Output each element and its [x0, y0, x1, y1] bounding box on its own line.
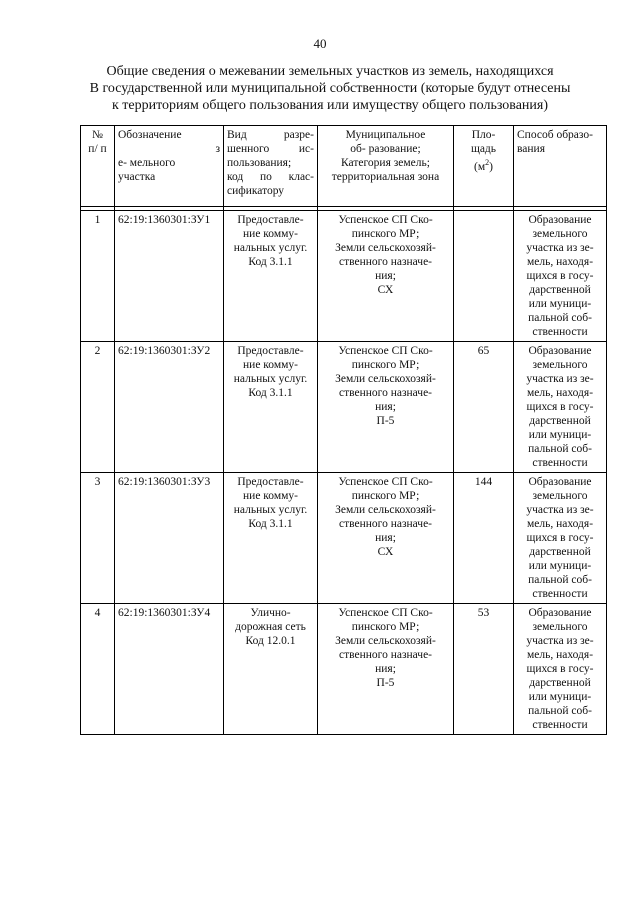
formation-method-cell [514, 342, 607, 473]
method-line: или муници- [528, 429, 592, 441]
table-header-row [81, 126, 607, 207]
header-area [454, 126, 514, 207]
municipal-line: ственного назначе- [338, 649, 433, 661]
municipal-line: пинского МР; [351, 228, 420, 240]
header-municipal [318, 126, 454, 207]
municipal-line: Земли сельскохозяй- [335, 373, 436, 385]
row-number-cell: 1 [81, 211, 115, 342]
method-line: ственности [532, 719, 588, 731]
area-cell: 53 [454, 604, 514, 735]
table-body [81, 207, 607, 735]
municipal-line: СХ [377, 546, 394, 558]
municipal-line: пинского МР; [351, 359, 420, 371]
method-line: Образование [528, 345, 592, 357]
header-line: Пло- [471, 129, 496, 141]
header-line: щадь [470, 143, 497, 155]
use-line: Код 3.1.1 [248, 387, 293, 399]
method-line: щихся в госу- [526, 270, 594, 282]
use-line: нальных услуг. [233, 373, 308, 385]
municipal-line: Успенское СП Ско- [338, 476, 433, 488]
plot-code-cell: 62:19:1360301:ЗУ4 [115, 604, 224, 735]
area-cell [454, 211, 514, 342]
header-num [81, 126, 115, 207]
header-line: е- мельного [118, 157, 176, 169]
method-line: Образование [528, 476, 592, 488]
municipal-line: П-5 [376, 677, 395, 689]
method-line: Образование [528, 214, 592, 226]
method-line: щихся в госу- [526, 401, 594, 413]
municipal-line: Земли сельскохозяй- [335, 242, 436, 254]
use-line: Предоставле- [237, 476, 304, 488]
area-cell: 65 [454, 342, 514, 473]
formation-method-cell [514, 604, 607, 735]
use-line: Предоставле- [237, 214, 304, 226]
header-line: шенного ис- [227, 143, 314, 155]
municipal-line: ственного назначе- [338, 256, 433, 268]
header-line: Обозначение [118, 129, 182, 141]
use-line: дорожная сеть [235, 621, 306, 633]
municipal-line: ния; [375, 401, 396, 413]
use-line: Улично- [250, 607, 291, 619]
method-line: земельного [532, 359, 588, 371]
method-line: пальной соб- [528, 312, 592, 324]
table-row [81, 342, 607, 473]
method-line: дарственной [529, 284, 591, 296]
formation-method-cell [514, 473, 607, 604]
plot-code-cell: 62:19:1360301:ЗУ1 [115, 211, 224, 342]
municipal-line: СХ [377, 284, 394, 296]
method-line: щихся в госу- [526, 663, 594, 675]
municipality-cell [318, 211, 454, 342]
header-line: об- разование; [350, 143, 421, 155]
method-line: мель, находя- [526, 387, 594, 399]
municipal-line: ния; [375, 532, 396, 544]
use-line: ние комму- [243, 490, 298, 502]
title-line: Общие сведения о межевании земельных участков из земель, находящихся [106, 64, 554, 79]
use-line: нальных услуг. [233, 504, 308, 516]
method-line: или муници- [528, 560, 592, 572]
method-line: Образование [528, 607, 592, 619]
use-line: Код 3.1.1 [248, 518, 293, 530]
header-line: п/ п [88, 143, 107, 155]
municipality-cell [318, 342, 454, 473]
header-line: № [92, 129, 103, 141]
table-row [81, 473, 607, 604]
row-number-cell: 3 [81, 473, 115, 604]
land-plots-table [80, 125, 607, 735]
municipal-line: пинского МР; [351, 621, 420, 633]
municipality-cell [318, 604, 454, 735]
municipal-line: П-5 [376, 415, 395, 427]
permitted-use-cell [224, 604, 318, 735]
header-line: Способ образо- [517, 129, 593, 141]
municipal-line: Успенское СП Ско- [338, 214, 433, 226]
method-line: земельного [532, 228, 588, 240]
header-use [224, 126, 318, 207]
use-line: нальных услуг. [233, 242, 308, 254]
method-line: дарственной [529, 546, 591, 558]
municipal-line: пинского МР; [351, 490, 420, 502]
title-line: В государственной или муниципальной собственности (которые будут отнесены [89, 81, 571, 96]
municipal-line: Земли сельскохозяй- [335, 635, 436, 647]
permitted-use-cell [224, 211, 318, 342]
method-line: участка из зе- [526, 504, 594, 516]
method-line: участка из зе- [526, 242, 594, 254]
header-designation [115, 126, 224, 207]
table-row [81, 604, 607, 735]
area-cell: 144 [454, 473, 514, 604]
plot-code-cell: 62:19:1360301:ЗУ2 [115, 342, 224, 473]
header-line: Категория земель; [341, 157, 430, 169]
use-line: Код 3.1.1 [248, 256, 293, 268]
header-line: вания [517, 143, 545, 155]
formation-method-cell [514, 211, 607, 342]
method-line: мель, находя- [526, 649, 594, 661]
header-line: пользования; [227, 157, 292, 169]
method-line: или муници- [528, 691, 592, 703]
header-line: код по клас- [227, 171, 314, 183]
method-line: земельного [532, 621, 588, 633]
area-unit-close: ) [489, 160, 493, 173]
method-line: мель, находя- [526, 256, 594, 268]
method-line: ственности [532, 326, 588, 338]
municipal-line: ственного назначе- [338, 387, 433, 399]
permitted-use-cell [224, 342, 318, 473]
row-number-cell: 2 [81, 342, 115, 473]
permitted-use-cell [224, 473, 318, 604]
method-line: участка из зе- [526, 373, 594, 385]
header-line: территориальная зона [331, 171, 440, 183]
method-line: участка из зе- [526, 635, 594, 647]
municipal-line: Успенское СП Ско- [338, 607, 433, 619]
header-line [457, 156, 510, 174]
method-line: земельного [532, 490, 588, 502]
use-line: Код 12.0.1 [245, 635, 296, 647]
title-line: к территориям общего пользования или имуществу общего пользования) [111, 98, 549, 113]
header-line: з [215, 143, 220, 155]
municipal-line: ния; [375, 270, 396, 282]
header-line: Муниципальное [345, 129, 426, 141]
municipal-line: Успенское СП Ско- [338, 345, 433, 357]
method-line: щихся в госу- [526, 532, 594, 544]
method-line: пальной соб- [528, 443, 592, 455]
page-number: 40 [313, 36, 327, 51]
header-line: сификатору [227, 185, 285, 197]
method-line: пальной соб- [528, 705, 592, 717]
area-unit-exponent: 2 [485, 158, 490, 167]
method-line: или муници- [528, 298, 592, 310]
header-line: участка [118, 171, 156, 183]
plot-code-cell: 62:19:1360301:ЗУ3 [115, 473, 224, 604]
use-line: ние комму- [243, 359, 298, 371]
municipal-line: Земли сельскохозяй- [335, 504, 436, 516]
row-number-cell: 4 [81, 604, 115, 735]
header-line: Вид разре- [227, 129, 314, 141]
method-line: ственности [532, 588, 588, 600]
use-line: ние комму- [243, 228, 298, 240]
method-line: пальной соб- [528, 574, 592, 586]
method-line: дарственной [529, 677, 591, 689]
method-line: дарственной [529, 415, 591, 427]
area-unit: (м [474, 160, 486, 173]
use-line: Предоставле- [237, 345, 304, 357]
document-title [60, 63, 600, 114]
header-method [514, 126, 607, 207]
method-line: ственности [532, 457, 588, 469]
municipal-line: ственного назначе- [338, 518, 433, 530]
table-row [81, 211, 607, 342]
method-line: мель, находя- [526, 518, 594, 530]
municipality-cell [318, 473, 454, 604]
municipal-line: ния; [375, 663, 396, 675]
